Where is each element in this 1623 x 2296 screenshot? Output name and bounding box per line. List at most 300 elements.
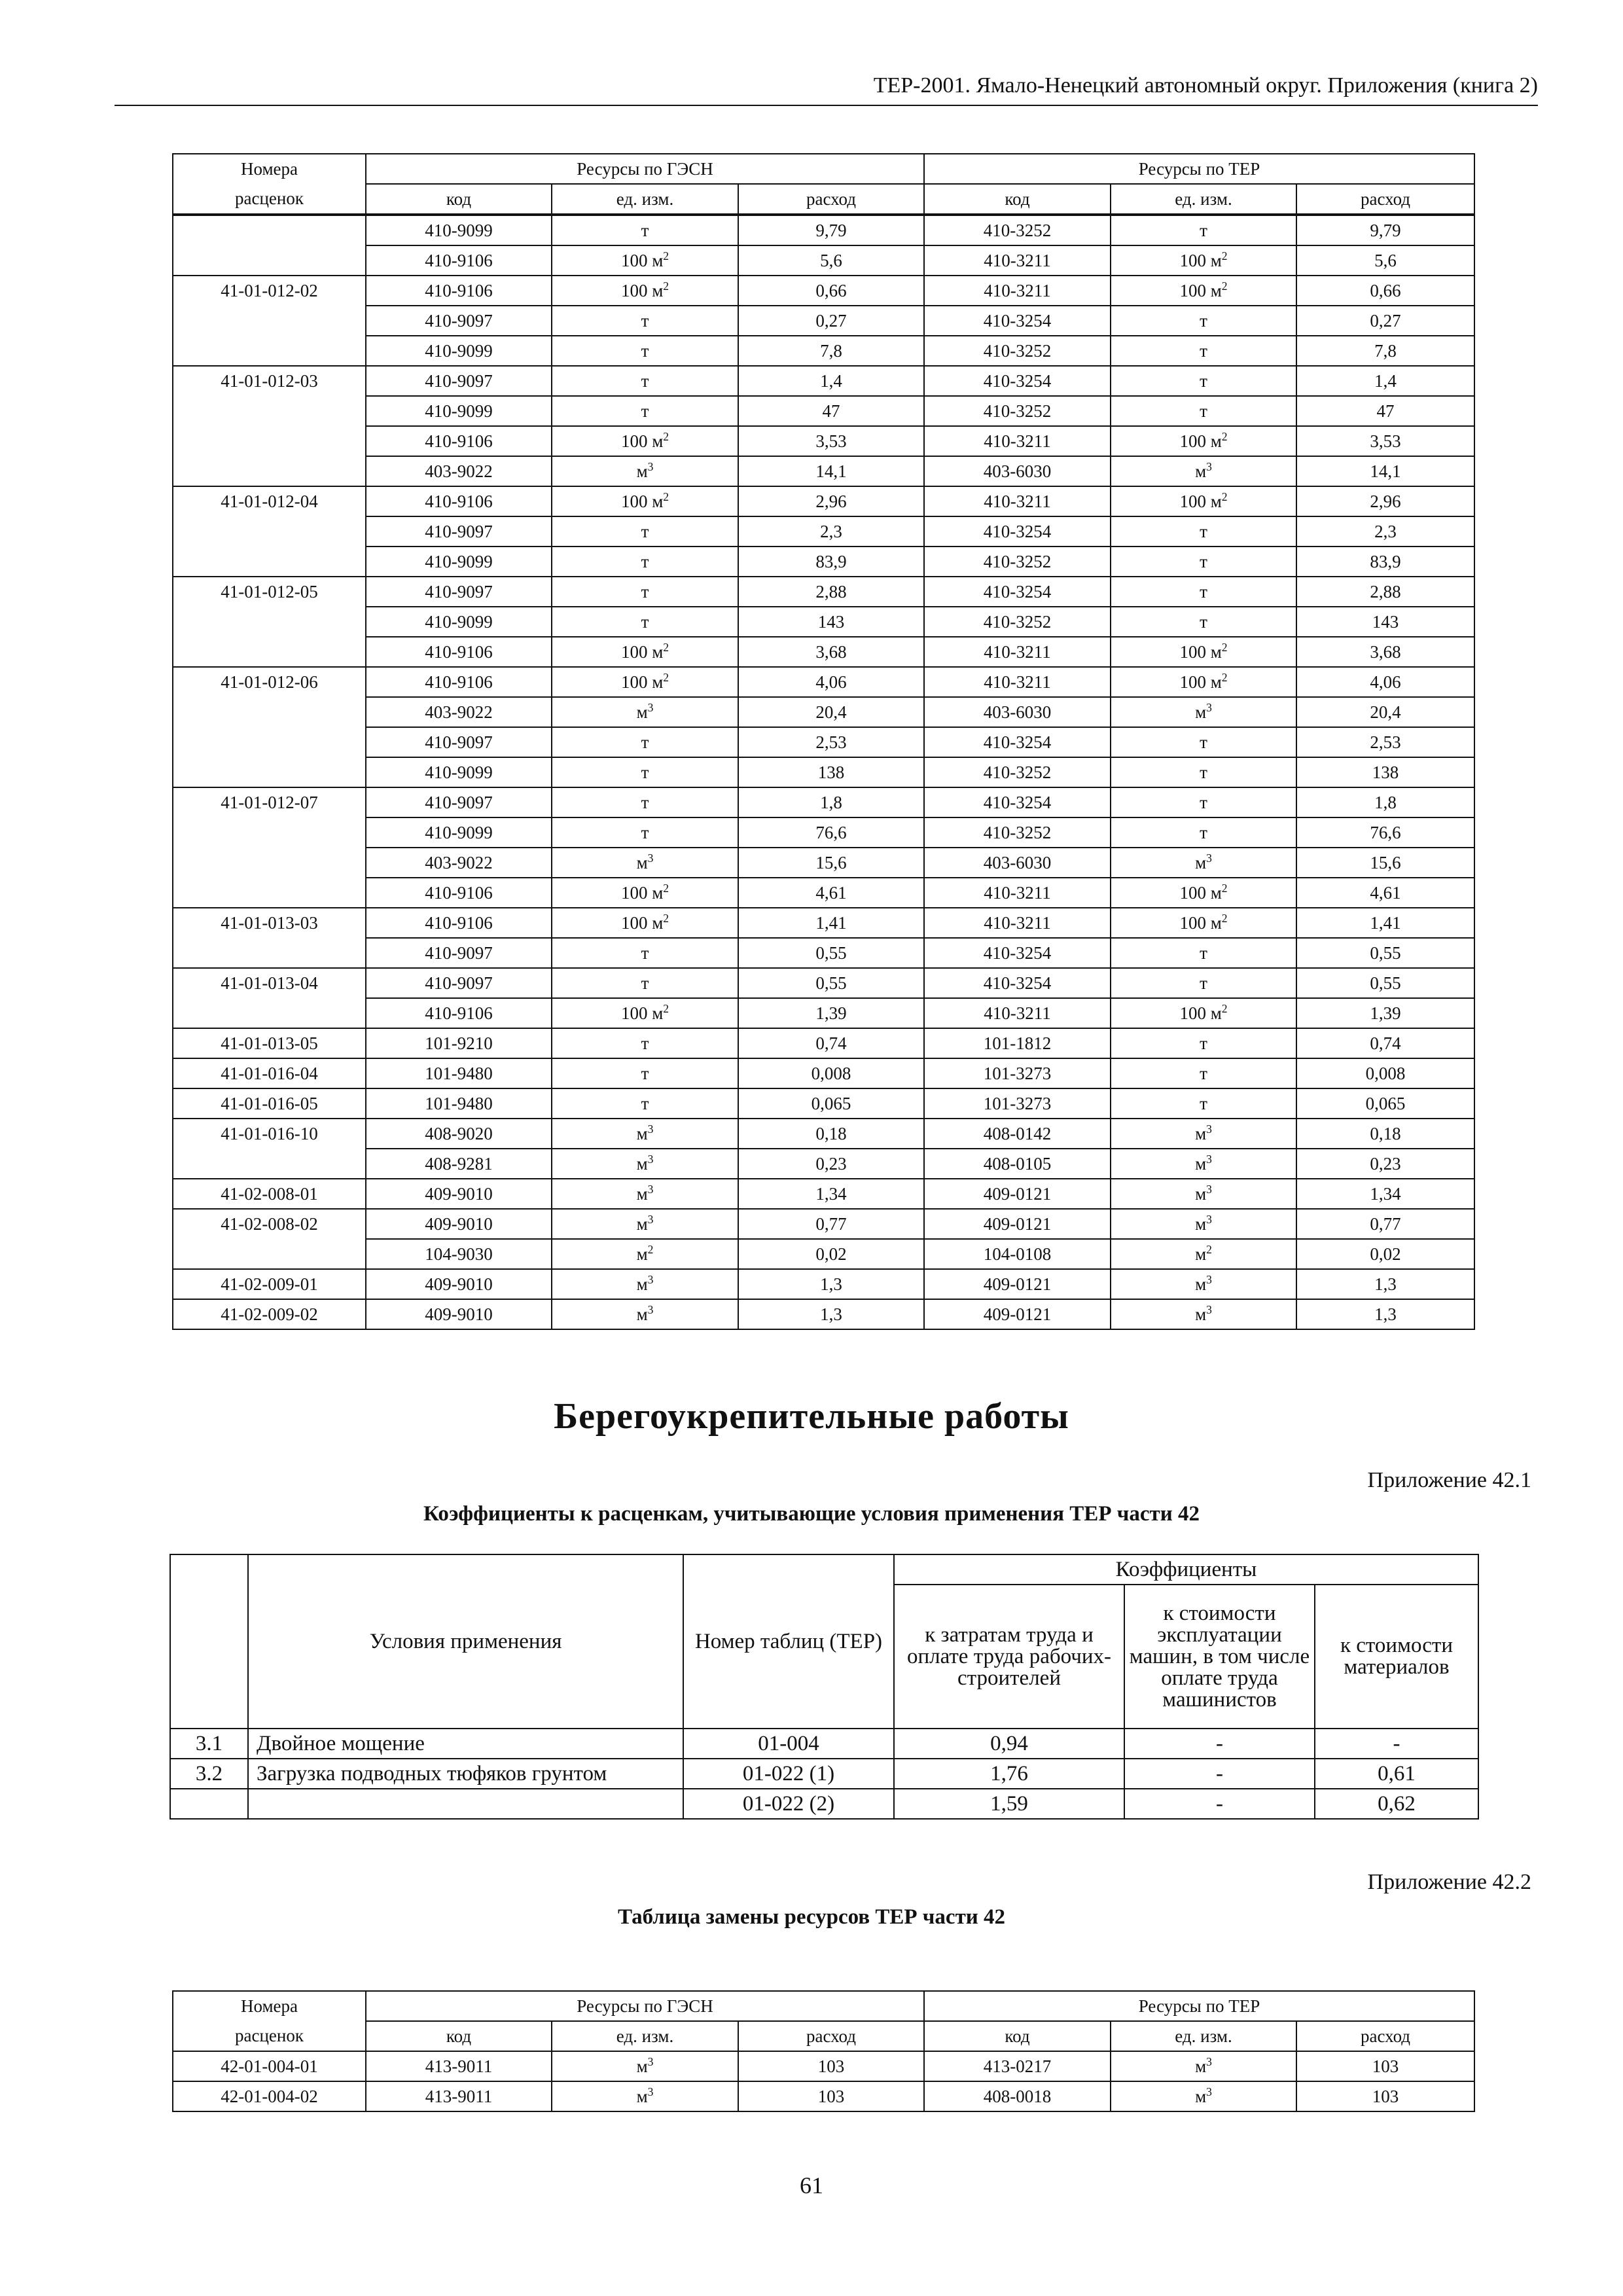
gesn-consumption-cell: 103 [738, 2051, 924, 2081]
unit-exponent: 3 [647, 1212, 654, 1226]
ter-unit-cell: 100 $м^2$ [1111, 667, 1296, 697]
coef-header-num [170, 1554, 248, 1729]
ter-consumption-cell: 5,6 [1296, 245, 1474, 276]
gesn-code-cell: 410-9106 [366, 637, 552, 667]
rate-number-cell [173, 456, 366, 486]
gesn-code-cell: 410-9099 [366, 336, 552, 366]
ter-code-cell: 410-3254 [924, 787, 1111, 817]
gesn-consumption-cell: 9,79 [738, 215, 924, 245]
unit-exponent: 3 [647, 1152, 654, 1166]
ter-code-cell: 410-3211 [924, 486, 1111, 516]
table-row [173, 336, 1474, 366]
gesn-consumption-cell: 0,23 [738, 1149, 924, 1179]
gesn-unit-cell: т [552, 817, 738, 848]
gesn-consumption-cell: 2,96 [738, 486, 924, 516]
table-row [173, 757, 1474, 787]
header-ter-code: код [924, 2021, 1111, 2051]
gesn-code-cell: 101-9480 [366, 1088, 552, 1119]
table-row [173, 396, 1474, 426]
ter-consumption-cell: 0,55 [1296, 968, 1474, 998]
ter-unit-cell: т [1111, 757, 1296, 787]
rate-number-cell [173, 848, 366, 878]
gesn-code-cell: 410-9097 [366, 306, 552, 336]
unit-exponent: 2 [1221, 429, 1228, 443]
gesn-code-cell: 104-9030 [366, 1239, 552, 1269]
ter-unit-cell: 100 $м^2$ [1111, 245, 1296, 276]
ter-consumption-cell: 138 [1296, 757, 1474, 787]
rate-number-cell [173, 215, 366, 245]
table-row [173, 426, 1474, 456]
ter-consumption-cell: 20,4 [1296, 697, 1474, 727]
ter-code-cell: 101-1812 [924, 1028, 1111, 1058]
rate-number-cell: 41-01-013-04 [173, 968, 366, 998]
gesn-unit-cell: т [552, 1058, 738, 1088]
ter-consumption-cell: 0,77 [1296, 1209, 1474, 1239]
unit-exponent: 2 [1221, 670, 1228, 684]
unit-exponent: 3 [1206, 700, 1212, 714]
ter-code-cell: 408-0018 [924, 2081, 1111, 2111]
ter-unit-cell: $м^3$ [1111, 456, 1296, 486]
unit-exponent: 3 [647, 851, 654, 865]
ter-code-cell: 410-3252 [924, 607, 1111, 637]
unit-exponent: 3 [647, 2085, 654, 2098]
resource-table-top-body [173, 215, 1474, 1329]
ter-consumption-cell: 0,02 [1296, 1239, 1474, 1269]
ter-consumption-cell: 0,18 [1296, 1119, 1474, 1149]
gesn-consumption-cell: 7,8 [738, 336, 924, 366]
gesn-unit-cell: $м^2$ [552, 1239, 738, 1269]
header-ter-consumption: расход [1296, 2021, 1474, 2051]
coef-row [170, 1789, 1478, 1819]
coef-num: 3.2 [170, 1759, 248, 1789]
unit-exponent: 3 [1206, 1302, 1212, 1316]
unit-exponent: 3 [1206, 459, 1212, 473]
appendix-42-2-label: Приложение 42.2 [1367, 1870, 1531, 1894]
ter-unit-cell: 100 $м^2$ [1111, 486, 1296, 516]
section-title: Берегоукрепительные работы [554, 1396, 1069, 1437]
gesn-code-cell: 409-9010 [366, 1179, 552, 1209]
ter-unit-cell: т [1111, 727, 1296, 757]
unit-exponent: 3 [1206, 2054, 1212, 2068]
coef-header-materials: к стоимости материалов [1315, 1585, 1478, 1729]
ter-consumption-cell: 0,55 [1296, 938, 1474, 968]
gesn-code-cell: 101-9210 [366, 1028, 552, 1058]
gesn-unit-cell: т [552, 215, 738, 245]
unit-exponent: 2 [663, 1001, 669, 1015]
running-header: ТЕР-2001. Ямало-Ненецкий автономный округ. Приложения (книга 2) [873, 73, 1538, 98]
unit-exponent: 2 [647, 1242, 654, 1256]
table-row [173, 1239, 1474, 1269]
table-row [173, 817, 1474, 848]
ter-consumption-cell: 76,6 [1296, 817, 1474, 848]
coef-row [170, 1759, 1478, 1789]
ter-code-cell: 410-3252 [924, 757, 1111, 787]
gesn-code-cell: 410-9106 [366, 667, 552, 697]
gesn-code-cell: 410-9106 [366, 426, 552, 456]
header-gesn-unit: ед. изм. [552, 184, 738, 215]
coef-header-labor: к затратам труда и оплате труда рабочих-строителей [894, 1585, 1124, 1729]
ter-code-cell: 410-3211 [924, 426, 1111, 456]
gesn-consumption-cell: 4,06 [738, 667, 924, 697]
gesn-unit-cell: $м^3$ [552, 456, 738, 486]
table-row [173, 727, 1474, 757]
gesn-consumption-cell: 15,6 [738, 848, 924, 878]
ter-consumption-cell: 9,79 [1296, 215, 1474, 245]
ter-code-cell: 410-3211 [924, 908, 1111, 938]
gesn-consumption-cell: 14,1 [738, 456, 924, 486]
ter-consumption-cell: 103 [1296, 2081, 1474, 2111]
header-gesn-resources: Ресурсы по ГЭСН [366, 1991, 924, 2021]
rate-number-cell [173, 1239, 366, 1269]
table-row [173, 968, 1474, 998]
ter-code-cell: 410-3252 [924, 215, 1111, 245]
table-row [173, 547, 1474, 577]
rate-number-cell: 41-02-009-01 [173, 1269, 366, 1299]
rate-number-cell: 41-02-008-01 [173, 1179, 366, 1209]
appendix-42-1-caption: Коэффициенты к расценкам, учитывающие условия применения ТЕР части 42 [423, 1502, 1200, 1526]
gesn-unit-cell: 100 $м^2$ [552, 276, 738, 306]
unit-exponent: 3 [647, 1182, 654, 1196]
ter-consumption-cell: 1,4 [1296, 366, 1474, 396]
ter-code-cell: 410-3211 [924, 637, 1111, 667]
ter-consumption-cell: 1,3 [1296, 1299, 1474, 1329]
header-gesn-code: код [366, 184, 552, 215]
gesn-consumption-cell: 103 [738, 2081, 924, 2111]
coef-table: 01-022 (1) [683, 1759, 894, 1789]
rate-number-cell [173, 516, 366, 547]
ter-consumption-cell: 4,61 [1296, 878, 1474, 908]
gesn-code-cell: 101-9480 [366, 1058, 552, 1088]
rate-number-cell [173, 727, 366, 757]
gesn-code-cell: 403-9022 [366, 848, 552, 878]
gesn-code-cell: 410-9099 [366, 757, 552, 787]
gesn-unit-cell: т [552, 938, 738, 968]
ter-unit-cell: 100 $м^2$ [1111, 276, 1296, 306]
gesn-consumption-cell: 2,88 [738, 577, 924, 607]
gesn-consumption-cell: 3,53 [738, 426, 924, 456]
ter-code-cell: 403-6030 [924, 848, 1111, 878]
ter-consumption-cell: 1,3 [1296, 1269, 1474, 1299]
header-ter-code: код [924, 184, 1111, 215]
gesn-code-cell: 413-9011 [366, 2081, 552, 2111]
table-row [173, 1119, 1474, 1149]
gesn-unit-cell: т [552, 757, 738, 787]
gesn-unit-cell: т [552, 547, 738, 577]
coef-materials: 0,61 [1315, 1759, 1478, 1789]
ter-unit-cell: т [1111, 215, 1296, 245]
header-rate-numbers-cont: расценок [173, 184, 366, 215]
unit-exponent: 3 [647, 459, 654, 473]
coef-labor: 1,59 [894, 1789, 1124, 1819]
unit-exponent: 2 [1221, 911, 1228, 925]
ter-unit-cell: $м^3$ [1111, 697, 1296, 727]
ter-unit-cell: $м^3$ [1111, 2051, 1296, 2081]
unit-exponent: 2 [1221, 490, 1228, 503]
ter-code-cell: 410-3211 [924, 276, 1111, 306]
header-rate-numbers: Номера [173, 154, 366, 184]
ter-consumption-cell: 83,9 [1296, 547, 1474, 577]
ter-code-cell: 403-6030 [924, 456, 1111, 486]
rate-number-cell [173, 336, 366, 366]
ter-code-cell: 410-3254 [924, 727, 1111, 757]
gesn-consumption-cell: 0,66 [738, 276, 924, 306]
gesn-consumption-cell: 0,008 [738, 1058, 924, 1088]
ter-code-cell: 410-3254 [924, 938, 1111, 968]
unit-exponent: 2 [663, 279, 669, 293]
header-ter-resources: Ресурсы по ТЕР [924, 1991, 1474, 2021]
ter-unit-cell: т [1111, 577, 1296, 607]
unit-exponent: 3 [1206, 1212, 1212, 1226]
gesn-consumption-cell: 1,3 [738, 1299, 924, 1329]
unit-exponent: 2 [663, 640, 669, 654]
gesn-consumption-cell: 1,8 [738, 787, 924, 817]
ter-consumption-cell: 2,3 [1296, 516, 1474, 547]
ter-consumption-cell: 4,06 [1296, 667, 1474, 697]
table-row [173, 486, 1474, 516]
gesn-consumption-cell: 2,53 [738, 727, 924, 757]
gesn-unit-cell: т [552, 396, 738, 426]
unit-exponent: 2 [1221, 640, 1228, 654]
header-ter-resources: Ресурсы по ТЕР [924, 154, 1474, 184]
gesn-consumption-cell: 138 [738, 757, 924, 787]
ter-unit-cell: т [1111, 547, 1296, 577]
rate-number-cell [173, 245, 366, 276]
coef-num: 3.1 [170, 1729, 248, 1759]
ter-code-cell: 101-3273 [924, 1058, 1111, 1088]
ter-code-cell: 410-3254 [924, 306, 1111, 336]
rate-number-cell: 41-01-016-10 [173, 1119, 366, 1149]
ter-unit-cell: $м^3$ [1111, 1269, 1296, 1299]
ter-code-cell: 410-3211 [924, 998, 1111, 1028]
gesn-code-cell: 410-9097 [366, 577, 552, 607]
ter-unit-cell: $м^3$ [1111, 1149, 1296, 1179]
coef-condition: Двойное мощение [248, 1729, 683, 1759]
gesn-consumption-cell: 0,55 [738, 938, 924, 968]
header-gesn-resources: Ресурсы по ГЭСН [366, 154, 924, 184]
table-row [173, 998, 1474, 1028]
ter-unit-cell: $м^2$ [1111, 1239, 1296, 1269]
table-row [173, 276, 1474, 306]
appendix-42-2-caption: Таблица замены ресурсов ТЕР части 42 [617, 1905, 1006, 1929]
ter-unit-cell: т [1111, 968, 1296, 998]
rate-number-cell [173, 697, 366, 727]
gesn-consumption-cell: 76,6 [738, 817, 924, 848]
gesn-unit-cell: т [552, 306, 738, 336]
gesn-unit-cell: $м^3$ [552, 1149, 738, 1179]
coef-machines: - [1124, 1789, 1315, 1819]
gesn-code-cell: 409-9010 [366, 1269, 552, 1299]
gesn-consumption-cell: 2,3 [738, 516, 924, 547]
gesn-unit-cell: 100 $м^2$ [552, 667, 738, 697]
gesn-consumption-cell: 0,55 [738, 968, 924, 998]
gesn-code-cell: 410-9097 [366, 727, 552, 757]
resource-table-top [172, 153, 1475, 1330]
unit-exponent: 2 [663, 249, 669, 262]
ter-consumption-cell: 1,39 [1296, 998, 1474, 1028]
header-rate-numbers: Номера [173, 1991, 366, 2021]
ter-code-cell: 410-3254 [924, 577, 1111, 607]
gesn-consumption-cell: 83,9 [738, 547, 924, 577]
rate-number-cell: 41-01-012-02 [173, 276, 366, 306]
ter-unit-cell: 100 $м^2$ [1111, 908, 1296, 938]
gesn-unit-cell: $м^3$ [552, 1269, 738, 1299]
coef-materials: 0,62 [1315, 1789, 1478, 1819]
gesn-unit-cell: т [552, 727, 738, 757]
rate-number-cell [173, 1149, 366, 1179]
ter-code-cell: 410-3254 [924, 516, 1111, 547]
ter-unit-cell: т [1111, 1028, 1296, 1058]
gesn-consumption-cell: 0,02 [738, 1239, 924, 1269]
ter-consumption-cell: 0,23 [1296, 1149, 1474, 1179]
unit-exponent: 2 [663, 881, 669, 895]
gesn-code-cell: 403-9022 [366, 456, 552, 486]
coef-header-machines: к стоимости эксплуатации машин, в том числе оплате труда машинистов [1124, 1585, 1315, 1729]
unit-exponent: 2 [1221, 279, 1228, 293]
gesn-code-cell: 410-9099 [366, 215, 552, 245]
table-row [173, 1269, 1474, 1299]
gesn-consumption-cell: 0,065 [738, 1088, 924, 1119]
ter-code-cell: 410-3211 [924, 667, 1111, 697]
gesn-consumption-cell: 0,74 [738, 1028, 924, 1058]
unit-exponent: 2 [663, 911, 669, 925]
unit-exponent: 3 [647, 1302, 654, 1316]
coef-header-table-numbers: Номер таблиц (ТЕР) [683, 1554, 894, 1729]
ter-unit-cell: т [1111, 516, 1296, 547]
table-row [173, 607, 1474, 637]
coef-labor: 1,76 [894, 1759, 1124, 1789]
ter-unit-cell: т [1111, 336, 1296, 366]
gesn-consumption-cell: 143 [738, 607, 924, 637]
unit-exponent: 2 [1221, 881, 1228, 895]
table-row [173, 667, 1474, 697]
ter-code-cell: 410-3252 [924, 336, 1111, 366]
rate-number-cell: 42-01-004-02 [173, 2081, 366, 2111]
ter-unit-cell: т [1111, 607, 1296, 637]
gesn-unit-cell: т [552, 577, 738, 607]
ter-consumption-cell: 1,41 [1296, 908, 1474, 938]
gesn-unit-cell: $м^3$ [552, 2081, 738, 2111]
gesn-code-cell: 410-9106 [366, 878, 552, 908]
unit-exponent: 3 [647, 700, 654, 714]
table-row [173, 1149, 1474, 1179]
ter-unit-cell: т [1111, 366, 1296, 396]
ter-consumption-cell: 0,74 [1296, 1028, 1474, 1058]
ter-consumption-cell: 1,8 [1296, 787, 1474, 817]
ter-unit-cell: т [1111, 938, 1296, 968]
gesn-unit-cell: 100 $м^2$ [552, 245, 738, 276]
ter-code-cell: 410-3211 [924, 878, 1111, 908]
unit-exponent: 3 [647, 1122, 654, 1136]
rate-number-cell [173, 757, 366, 787]
ter-unit-cell: $м^3$ [1111, 1209, 1296, 1239]
gesn-code-cell: 403-9022 [366, 697, 552, 727]
gesn-unit-cell: 100 $м^2$ [552, 908, 738, 938]
gesn-unit-cell: $м^3$ [552, 2051, 738, 2081]
ter-unit-cell: т [1111, 396, 1296, 426]
table-row [173, 908, 1474, 938]
ter-code-cell: 410-3252 [924, 817, 1111, 848]
table-row [173, 1299, 1474, 1329]
table-row [173, 938, 1474, 968]
resource-table-bottom [172, 1990, 1475, 2112]
gesn-consumption-cell: 1,34 [738, 1179, 924, 1209]
unit-exponent: 3 [1206, 2085, 1212, 2098]
gesn-unit-cell: $м^3$ [552, 1119, 738, 1149]
coef-table: 01-004 [683, 1729, 894, 1759]
gesn-code-cell: 409-9010 [366, 1299, 552, 1329]
ter-unit-cell: $м^3$ [1111, 1299, 1296, 1329]
rate-number-cell: 41-01-013-05 [173, 1028, 366, 1058]
header-ter-unit: ед. изм. [1111, 184, 1296, 215]
gesn-unit-cell: т [552, 516, 738, 547]
ter-consumption-cell: 2,53 [1296, 727, 1474, 757]
ter-code-cell: 410-3254 [924, 366, 1111, 396]
ter-consumption-cell: 103 [1296, 2051, 1474, 2081]
coef-condition: Загрузка подводных тюфяков грунтом [248, 1759, 683, 1789]
rate-number-cell: 41-01-012-03 [173, 366, 366, 396]
ter-unit-cell: $м^3$ [1111, 2081, 1296, 2111]
ter-consumption-cell: 0,008 [1296, 1058, 1474, 1088]
gesn-consumption-cell: 1,41 [738, 908, 924, 938]
ter-code-cell: 410-3252 [924, 547, 1111, 577]
unit-exponent: 3 [647, 1272, 654, 1286]
ter-code-cell: 409-0121 [924, 1179, 1111, 1209]
rate-number-cell [173, 547, 366, 577]
header-rate-numbers-cont: расценок [173, 2021, 366, 2051]
rate-number-cell [173, 306, 366, 336]
gesn-consumption-cell: 0,77 [738, 1209, 924, 1239]
ter-consumption-cell: 0,66 [1296, 276, 1474, 306]
table-row [173, 697, 1474, 727]
table-row [173, 456, 1474, 486]
rate-number-cell [173, 878, 366, 908]
gesn-consumption-cell: 3,68 [738, 637, 924, 667]
ter-unit-cell: т [1111, 1088, 1296, 1119]
gesn-code-cell: 410-9099 [366, 817, 552, 848]
ter-code-cell: 101-3273 [924, 1088, 1111, 1119]
unit-exponent: 3 [647, 2054, 654, 2068]
table-row [173, 1058, 1474, 1088]
gesn-consumption-cell: 0,27 [738, 306, 924, 336]
gesn-code-cell: 410-9097 [366, 366, 552, 396]
gesn-unit-cell: $м^3$ [552, 1209, 738, 1239]
unit-exponent: 2 [663, 429, 669, 443]
ter-consumption-cell: 15,6 [1296, 848, 1474, 878]
gesn-unit-cell: 100 $м^2$ [552, 486, 738, 516]
coef-materials: - [1315, 1729, 1478, 1759]
gesn-consumption-cell: 47 [738, 396, 924, 426]
gesn-code-cell: 410-9106 [366, 998, 552, 1028]
rate-number-cell [173, 607, 366, 637]
gesn-code-cell: 410-9106 [366, 245, 552, 276]
rate-number-cell: 42-01-004-01 [173, 2051, 366, 2081]
coef-labor: 0,94 [894, 1729, 1124, 1759]
ter-unit-cell: т [1111, 1058, 1296, 1088]
rate-number-cell: 41-01-013-03 [173, 908, 366, 938]
unit-exponent: 2 [663, 670, 669, 684]
table-row [173, 215, 1474, 245]
table-row [173, 366, 1474, 396]
gesn-consumption-cell: 1,3 [738, 1269, 924, 1299]
rate-number-cell [173, 998, 366, 1028]
appendix-42-1-label: Приложение 42.1 [1367, 1468, 1531, 1492]
gesn-unit-cell: т [552, 607, 738, 637]
ter-consumption-cell: 3,53 [1296, 426, 1474, 456]
table-row [173, 848, 1474, 878]
ter-unit-cell: т [1111, 817, 1296, 848]
ter-consumption-cell: 2,88 [1296, 577, 1474, 607]
gesn-consumption-cell: 20,4 [738, 697, 924, 727]
